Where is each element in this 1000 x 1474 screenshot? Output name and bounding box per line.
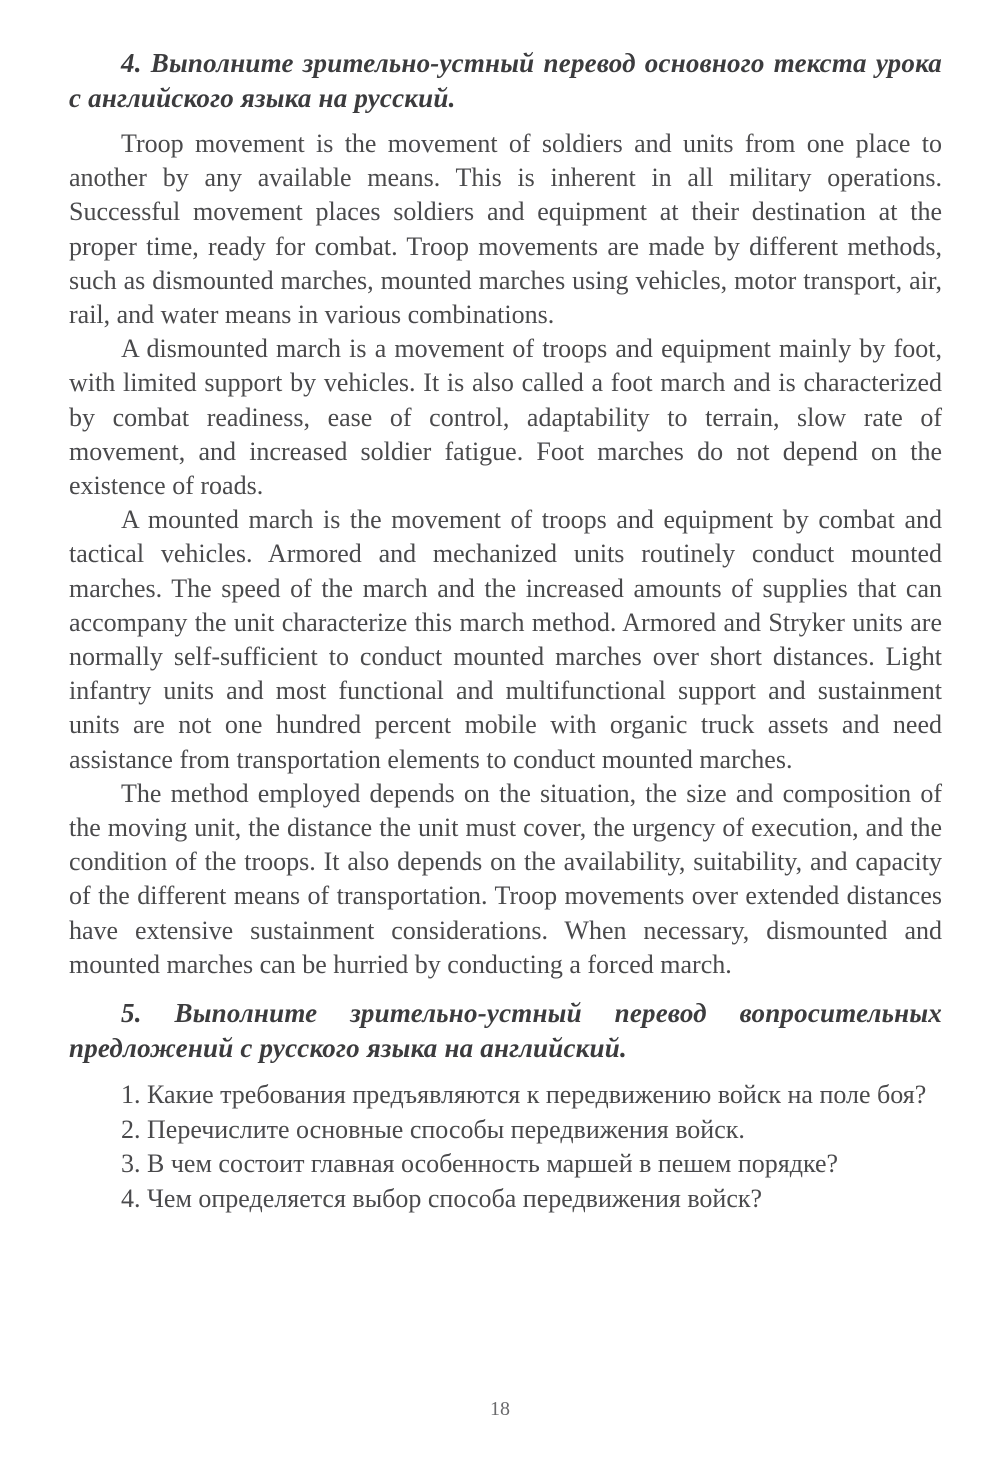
task-5-heading: 5. Выполните зрительно-устный перевод вопросительных предложений с русского языка на английский. xyxy=(69,998,942,1064)
question-item: 2. Перечислите основные способы передвижения войск. xyxy=(121,1114,745,1144)
task-4-section xyxy=(69,46,942,982)
paragraph-method-employed: The method employed depends on the situation, the size and composition of the moving unit, the distance the unit must cover, the urgency of execution, and the condition of the troops. It also depends on the availability, suitability, and capacity of the different means of transportation. Troop movements over extended distances have extensive sustainment considerations. When necessary, dismounted and mounted marches can be hurried by conducting a forced march. xyxy=(69,778,942,979)
paragraph-mounted-march: A mounted march is the movement of troops and equipment by combat and tactical vehicles. Armored and mechanized units routinely conduct mounted marches. The speed of the march and the increased amounts of supplies that can accompany the unit characterize this march method. Armored and Stryker units are normally self-sufficient to conduct mounted marches over short distances. Light infantry units and most functional and multifunctional support and sustainment units are not one hundred percent mobile with organic truck assets and need assistance from transportation elements to conduct mounted marches. xyxy=(69,505,942,774)
paragraph-troop-movement: Troop movement is the movement of soldiers and units from one place to another by any available means. This is inherent in all military operations. Successful movement places soldiers and equipment at their destination at the proper time, ready for combat. Troop movements are made by different methods, such as dismounted marches, mounted marches using vehicles, motor transport, air, rail, and water means in various combinations. xyxy=(69,129,942,330)
question-item: 4. Чем определяется выбор способа передвижения войск? xyxy=(121,1183,763,1213)
question-item: 3. В чем состоит главная особенность маршей в пешем порядке? xyxy=(121,1149,839,1179)
page-body xyxy=(69,46,942,1216)
question-item: 1. Какие требования предъявляются к передвижению войск на поле боя? xyxy=(121,1080,927,1110)
paragraph-dismounted-march: A dismounted march is a movement of troops and equipment mainly by foot, with limited support by vehicles. It is also called a foot march and is characterized by combat readiness, ease of control, adaptability to terrain, slow rate of movement, and increased soldier fatigue. Foot marches do not depend on the existence of roads. xyxy=(69,334,942,501)
task-5-section xyxy=(69,996,942,1216)
page-number: 18 xyxy=(490,1398,510,1420)
task-4-heading: 4. Выполните зрительно-устный перевод основного текста урока с английского языка на русский. xyxy=(69,48,942,113)
